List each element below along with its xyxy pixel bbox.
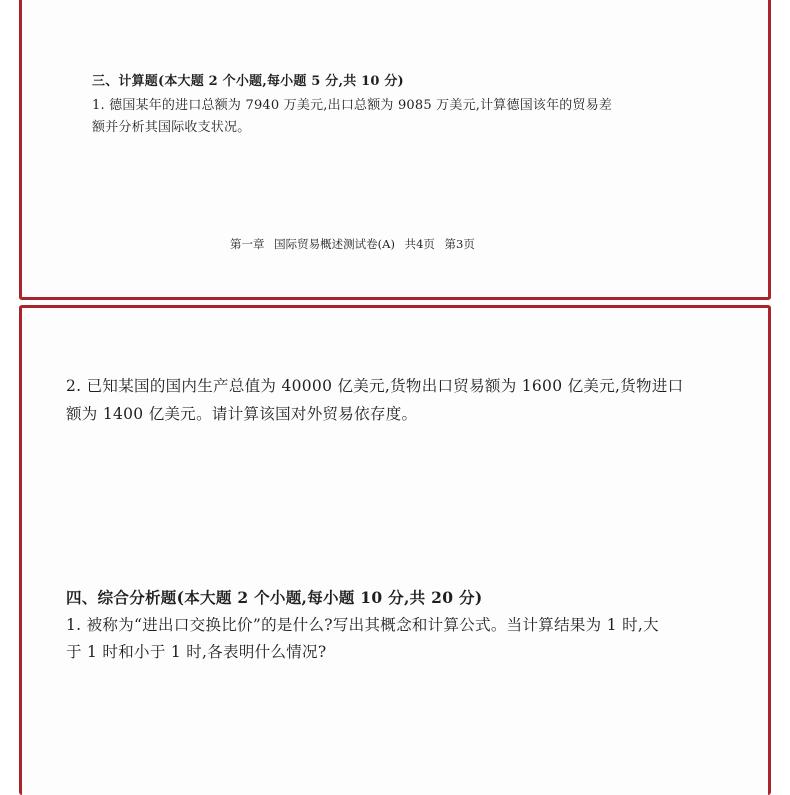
page-footer: 第一章 国际贸易概述测试卷(A) 共4页 第3页: [230, 237, 475, 251]
question-1-line-2: 额并分析其国际收支状况。: [92, 120, 251, 135]
section-3-heading: 三、计算题(本大题 2 个小题,每小题 5 分,共 10 分): [92, 74, 404, 89]
section-4-heading: 四、综合分析题(本大题 2 个小题,每小题 10 分,共 20 分): [66, 588, 483, 607]
question-2-line-1: 2. 已知某国的国内生产总值为 40000 亿美元,货物出口贸易额为 1600 亿美元,货物进口: [66, 377, 684, 395]
section-4-question-1-line-1: 1. 被称为“进出口交换比价”的是什么?写出其概念和计算公式。当计算结果为 1 时,大: [66, 616, 659, 634]
question-2-line-2: 额为 1400 亿美元。请计算该国对外贸易依存度。: [66, 405, 418, 423]
exam-page-4: [19, 305, 771, 795]
question-1-line-1: 1. 德国某年的进口总额为 7940 万美元,出口总额为 9085 万美元,计算德国该年的贸易差: [92, 98, 613, 113]
exam-page-3: [19, 0, 771, 300]
section-4-question-1-line-2: 于 1 时和小于 1 时,各表明什么情况?: [66, 643, 327, 661]
